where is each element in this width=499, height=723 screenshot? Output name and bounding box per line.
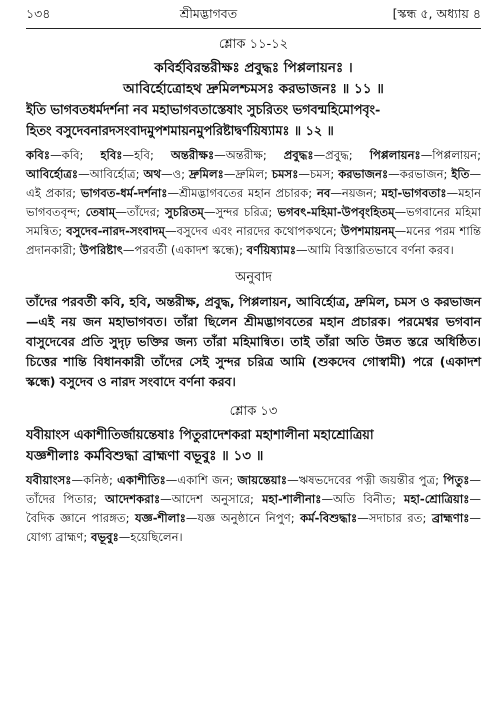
word-meaning: পরবর্তী (একাদশ স্কন্ধে);: [134, 243, 247, 257]
verse-line: যজ্ঞশীলাঃ কর্মবিশুদ্ধা ব্রাহ্মণা বভূবুঃ ॥ ১৩ ॥: [26, 448, 264, 464]
word-meaning: অতি বিনীত;: [333, 492, 404, 506]
sanskrit-word: তেষাম্: [85, 205, 116, 219]
word-meaning: যজ্ঞ অনুষ্ঠানে নিপুণ;: [197, 511, 301, 525]
sanskrit-word: দ্রুমিলঃ: [189, 167, 224, 181]
sanskrit-word: হবিঃ: [100, 148, 123, 162]
sanskrit-word: মহা-শালীনাঃ: [262, 492, 322, 506]
sanskrit-word: উপরিষ্টাৎ: [79, 243, 123, 257]
word-meaning: আমি বিস্তারিতভাবে বর্ণনা করব।: [307, 243, 454, 257]
word-meaning: পিপ্পলায়ন;: [432, 148, 481, 162]
word-meaning: যোগ্য ব্রাহ্মণ;: [26, 530, 92, 544]
word-meaning: আদেশ অনুসারে;: [171, 492, 263, 506]
word-meaning: বসুদেব এবং নারদের কথোপকথনে;: [176, 224, 341, 238]
sanskrit-word: ভগবৎ-মহিমা-উপবৃংহিতম্: [277, 205, 395, 219]
word-meaning: সদাচার রত;: [368, 511, 432, 525]
sanskrit-word: কর্ম-বিশুদ্ধাঃ: [300, 511, 358, 525]
verse-number-11-12: শ্লোক ১১-১২: [218, 37, 289, 52]
sanskrit-word: অথ: [143, 167, 162, 181]
word-meaning: দ্রুমিল;: [235, 167, 272, 181]
page-header: [26, 6, 481, 26]
book-title: শ্রীমদ্ভাগবত: [179, 6, 238, 21]
word-meaning: হয়েছিলেন।: [130, 530, 183, 544]
sanskrit-word: চমসঃ: [271, 167, 299, 181]
word-meaning: তাঁদের পিতার;: [26, 492, 105, 506]
sanskrit-word: বসুদেব-নারদ-সংবাদম্: [66, 224, 165, 238]
sanskrit-word: কবিঃ: [26, 148, 51, 162]
sanskrit-word: ব্রাহ্মণাঃ: [431, 511, 470, 525]
sanskrit-word: অন্তরীক্ষঃ: [170, 148, 215, 162]
section-reference: [স্কন্ধ ৫, অধ্যায় ৪: [392, 6, 481, 21]
word-meaning: একাশি জন;: [177, 473, 238, 487]
word-meaning: চমস;: [309, 167, 339, 181]
header-rule: [26, 28, 481, 29]
word-meaning: প্রবুদ্ধ;: [325, 148, 370, 162]
verse-line: ইতি ভাগবতধর্মদর্শনা নব মহাভাগবতাস্তেষাং সুচরিতং ভগবন্মহিমোপবৃং-: [26, 103, 381, 118]
word-meaning: সুন্দর চরিত্র;: [215, 205, 278, 219]
sanskrit-word: আবির্হোত্রঃ: [26, 167, 79, 181]
sanskrit-word: আদেশকরাঃ: [105, 492, 161, 506]
word-meaning: কবি;: [61, 148, 101, 162]
sanskrit-word: যবীয়াংসঃ: [26, 473, 72, 487]
verse-line: যবীয়াংস একাশীতির্জায়ন্তেষাঃ পিতুরাদেশকরা মহাশালীনা মহাশ্রোত্রিয়া: [26, 428, 374, 443]
word-meaning: ঋষভদেবের পত্নী জয়ন্তীর পুত্র;: [298, 473, 444, 487]
sanskrit-word: করভাজনঃ: [338, 167, 389, 181]
word-meaning: করভাজন;: [399, 167, 452, 181]
sanskrit-word: পিপ্পলায়নঃ: [369, 148, 421, 162]
translation-heading: অনুবাদ: [235, 270, 272, 285]
word-meaning: মনের পরম শান্তি প্রদানকারী;: [26, 224, 482, 257]
translation-text: তাঁদের পরবর্তী কবি, হবি, অন্তরীক্ষ, প্রবুদ্ধ, পিপ্পলায়ন, আবির্হোত্র, দ্রুমিল, চমস ও করভাজন—এই নয় জন মহাভাগবত। তাঁরা ছিলেন শ্রীমদ্ভাগবতের মহান প্রচারক। পরমেশ্বর ভগবান বাসুদেবের প্রতি সুদৃঢ় ভক্তির জন্য তাঁরা মহিমান্বিত। তাই তাঁরা অতি উন্নত স্তরে অধিষ্ঠিত। চিত্তের শান্তি বিধানকারী তাঁদের সেই সুন্দর চরিত্র আমি (শুকদেব গোস্বামী) পরে (একাদশ স্কন্ধে) বসুদেব ও নারদ সংবাদে বর্ণনা করব।: [26, 294, 481, 389]
sanskrit-word: মহা-শ্রোত্রিয়াঃ: [404, 492, 470, 506]
word-meaning: মহান ভাগবতবৃন্দ;: [26, 186, 481, 219]
sanskrit-verse-13: [26, 425, 481, 467]
word-meaning: বৈদিক জ্ঞানে পারঙ্গত;: [26, 511, 135, 525]
sanskrit-word: উপশমায়নম্: [340, 224, 395, 238]
sanskrit-word: বর্ণয়িষ্যামঃ: [246, 243, 297, 257]
sanskrit-word: নব: [316, 186, 331, 200]
word-meaning: ভগবানের মহিমা সমন্বিত;: [26, 205, 481, 238]
sanskrit-word: মহা-ভাগবতাঃ: [381, 186, 447, 200]
sanskrit-word: পিতুঃ: [443, 473, 470, 487]
verse-number-13: শ্লোক ১৩: [229, 404, 278, 419]
verse-line: কবির্হবিরন্তরীক্ষঃ প্রবুদ্ধঃ পিপ্পলায়নঃ ।: [154, 60, 353, 76]
sanskrit-word: একাশীতিঃ: [117, 473, 166, 487]
sanskrit-word: সুচরিতম্: [165, 205, 204, 219]
word-meaning: হবি;: [134, 148, 171, 162]
word-meaning: তাঁদের;: [126, 205, 166, 219]
word-meaning: আবির্হোত্র;: [89, 167, 144, 181]
word-meaning: অন্তরীক্ষ;: [225, 148, 284, 162]
verse-line: আবির্হোত্রোহথ দ্রুমিলশ্চমসঃ করভাজনঃ ॥ ১১ ॥: [123, 81, 384, 97]
word-meaning: নয়জন;: [341, 186, 382, 200]
word-meaning: শ্রীমদ্ভাগবতের মহান প্রচারক;: [179, 186, 317, 200]
word-meaning: এই প্রকার;: [26, 186, 81, 200]
sanskrit-verse-11-12: [26, 58, 481, 142]
sanskrit-word: বভূবুঃ: [91, 530, 119, 544]
sanskrit-word: প্রবুদ্ধঃ: [283, 148, 314, 162]
sanskrit-word: ইতি: [451, 167, 470, 181]
word-meanings-11-12: কবিঃ—কবি; হবিঃ—হবি; অন্তরীক্ষঃ—অন্তরীক্ষ; প্রবুদ্ধঃ—প্রবুদ্ধ; পিপ্পলায়নঃ—পিপ্পলায়ন; আবির্হোত্রঃ—আবির্হোত্র; অথ—ও; দ্রুমিলঃ—দ্রুমিল; চমসঃ—চমস; করভাজনঃ—করভাজন; ইতি—এই প্রকার; ভাগবত-ধর্ম-দর্শনাঃ—শ্রীমদ্ভাগবতের মহান প্রচারক; নব—নয়জন; মহা-ভাগবতাঃ—মহান ভাগবতবৃন্দ; তেষাম্—তাঁদের; সুচরিতম্—সুন্দর চরিত্র; ভগবৎ-মহিমা-উপবৃংহিতম্—ভগবানের মহিমা সমন্বিত; বসুদেব-নারদ-সংবাদম্—বসুদেব এবং নারদের কথোপকথনে; উপশমায়নম্—মনের পরম শান্তি প্রদানকারী; উপরিষ্টাৎ—পরবর্তী (একাদশ স্কন্ধে); বর্ণয়িষ্যামঃ—আমি বিস্তারিতভাবে বর্ণনা করব।: [26, 148, 482, 257]
sanskrit-word: ভাগবত-ধর্ম-দর্শনাঃ: [80, 186, 168, 200]
sanskrit-word: জায়ন্তেয়াঃ: [237, 473, 288, 487]
word-meaning: কনিষ্ঠ;: [83, 473, 118, 487]
word-meanings-13: যবীয়াংসঃ—কনিষ্ঠ; একাশীতিঃ—একাশি জন; জায়ন্তেয়াঃ—ঋষভদেবের পত্নী জয়ন্তীর পুত্র; পিতুঃ—তাঁদের পিতার; আদেশকরাঃ—আদেশ অনুসারে; মহা-শালীনাঃ—অতি বিনীত; মহা-শ্রোত্রিয়াঃ—বৈদিক জ্ঞানে পারঙ্গত; যজ্ঞ-শীলাঃ—যজ্ঞ অনুষ্ঠানে নিপুণ; কর্ম-বিশুদ্ধাঃ—সদাচার রত; ব্রাহ্মণাঃ—যোগ্য ব্রাহ্মণ; বভূবুঃ—হয়েছিলেন।: [26, 473, 481, 544]
sanskrit-word: যজ্ঞ-শীলাঃ: [134, 511, 186, 525]
word-meaning: ও;: [172, 167, 190, 181]
verse-line: হিতং বসুদেবনারদসংবাদমুপশমায়নমুপরিষ্টাদ্বর্ণয়িষ্যামঃ ॥ ১২ ॥: [26, 124, 334, 139]
page-number: ১৩৪: [26, 6, 51, 21]
